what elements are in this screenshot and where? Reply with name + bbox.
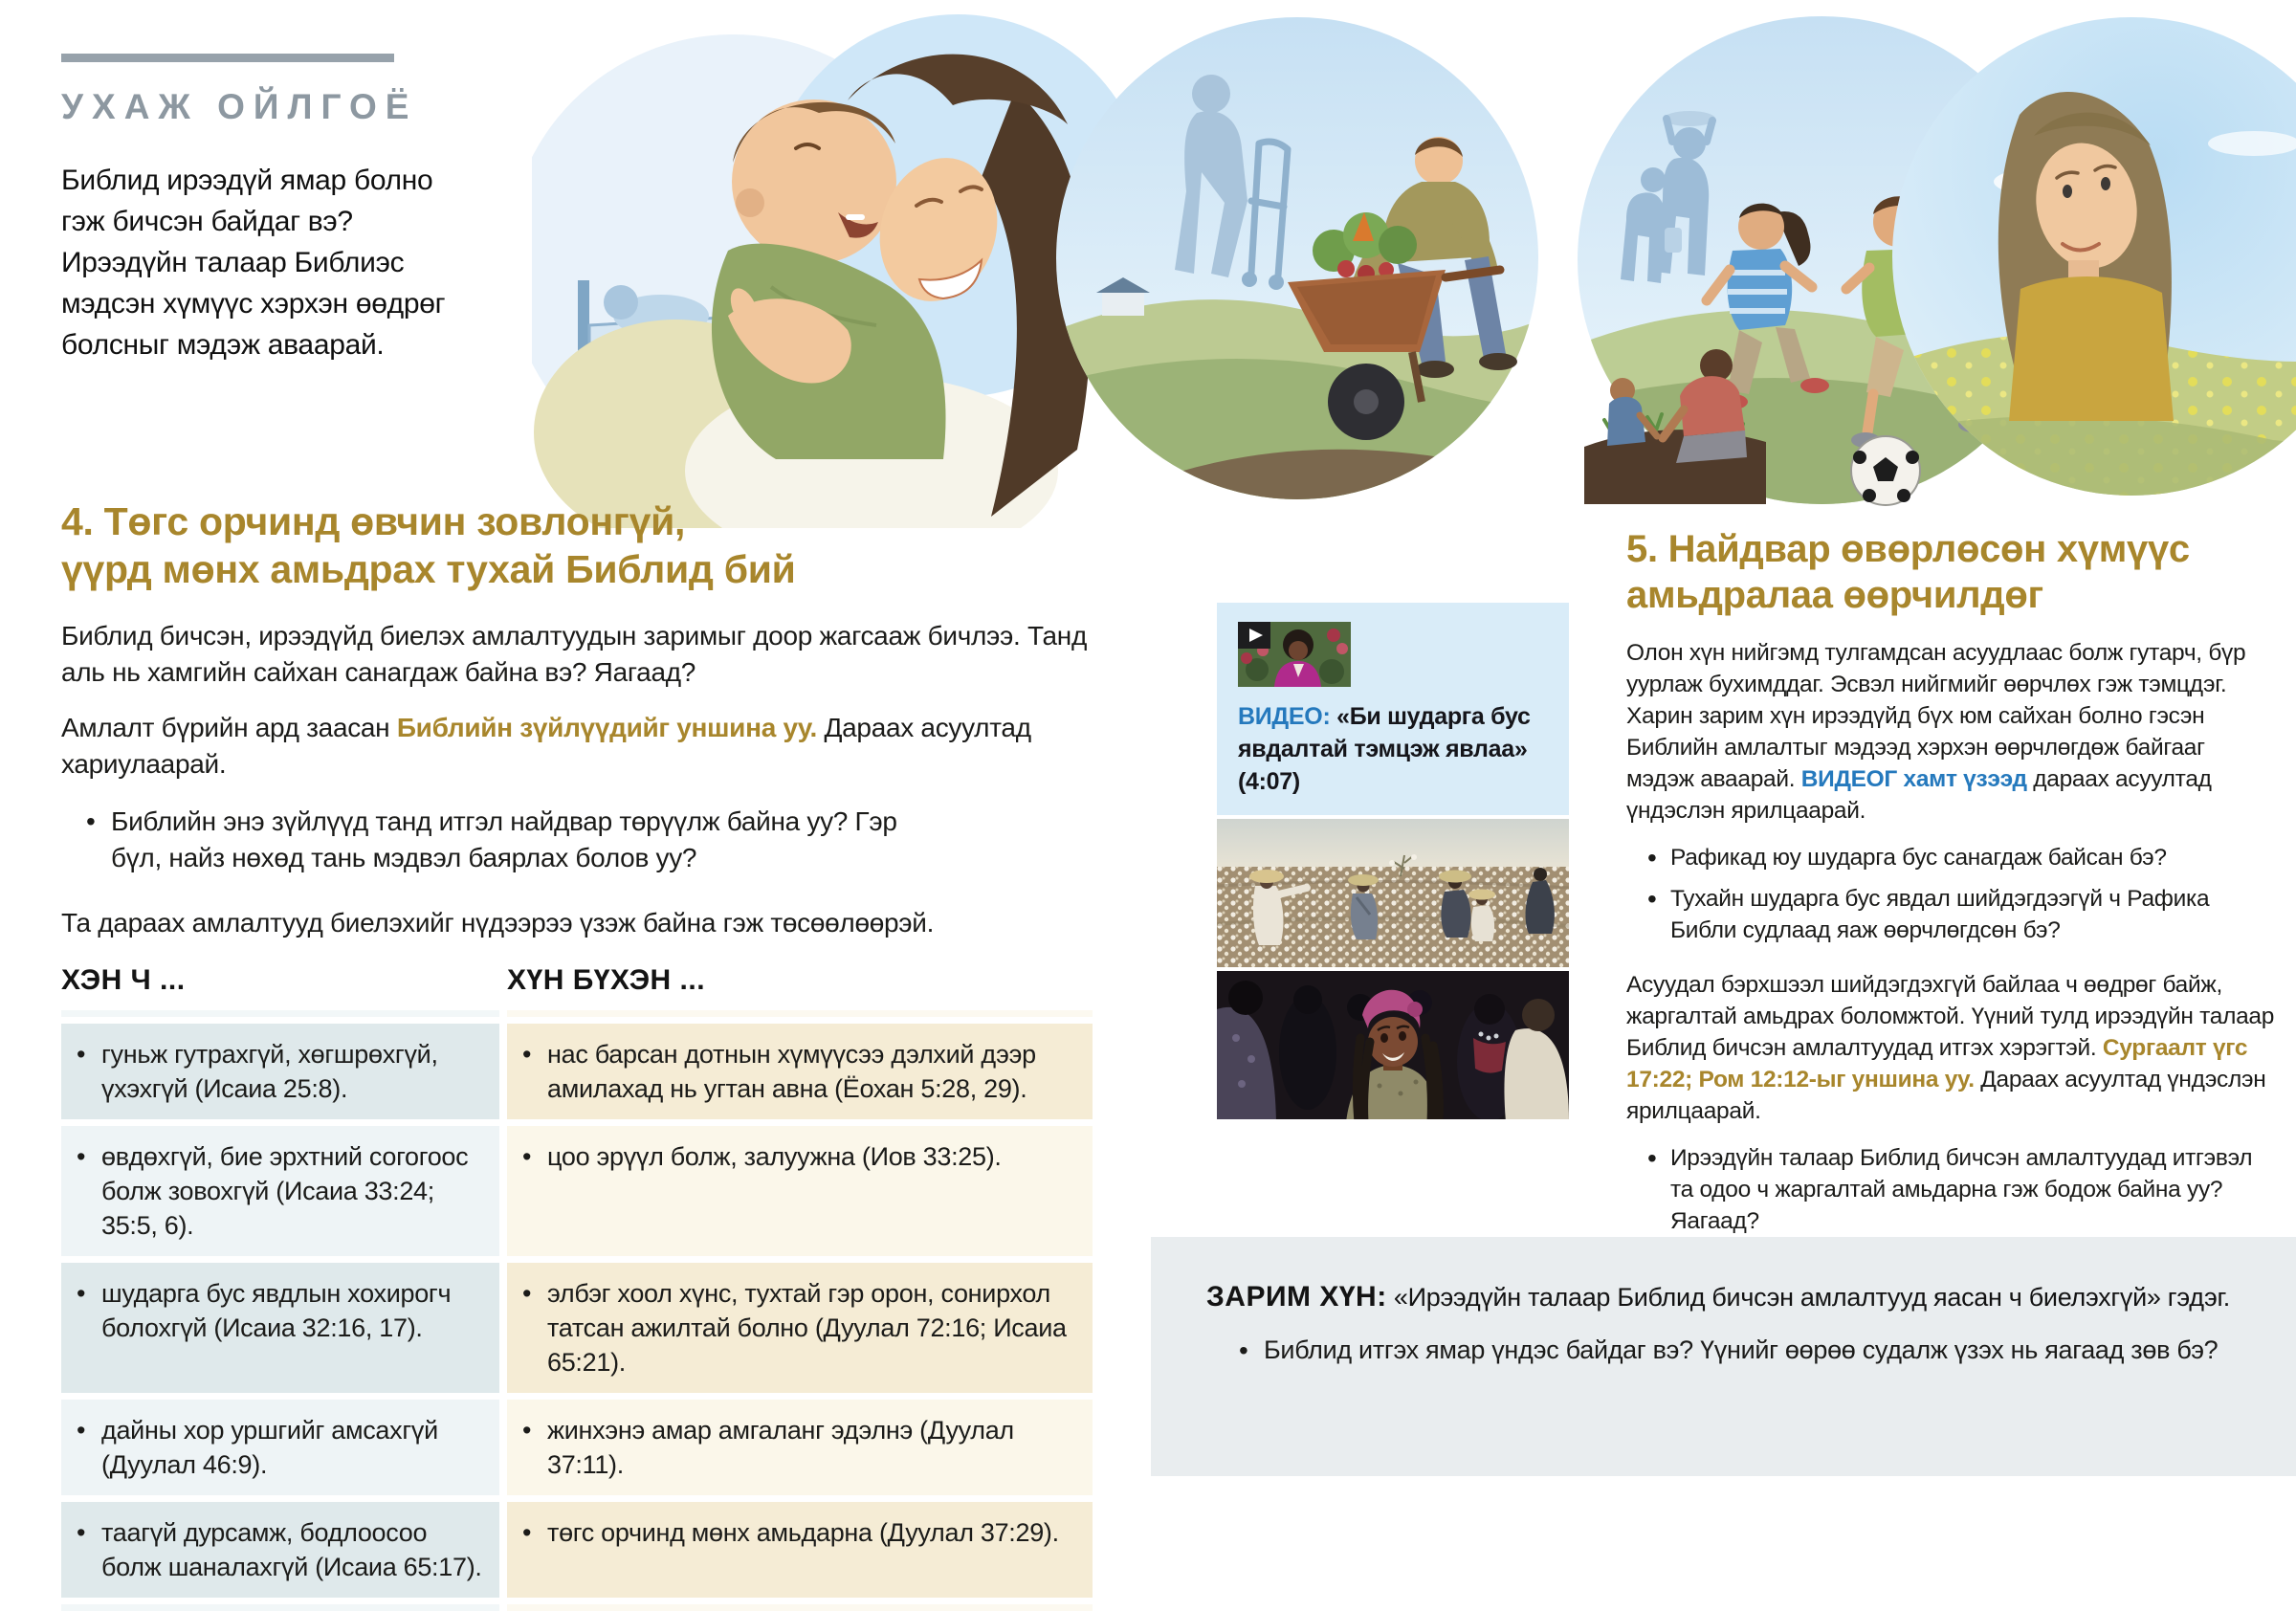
section-4-questions	[61, 804, 1093, 876]
table-cell: • жинхэнэ амар амгаланг эдэлнэ (Дуулал 37:11).	[522, 1413, 1075, 1482]
question-item: • Тухайн шударга бус явдал шийдэгдээгүй ч Рафика Библи судлаад яаж өөрчлөгдсөн бэ?	[1647, 883, 2277, 946]
watch-video-link[interactable]: ВИДЕОГ хамт үзээд	[1800, 766, 2027, 792]
section-4-paragraph-3: Та дараах амлалтууд биелэхийг нүдээрээ үзэж байна гэж төсөөлөөрэй.	[61, 908, 935, 938]
section-5-paragraph-2	[1626, 969, 2277, 1127]
section-4-heading-line1: 4. Төгс орчинд өвчин зовлонгүй,	[61, 499, 686, 543]
table-cell: • шударга бус явдлын хохирогч болохгүй (Исаиа 32:16, 17).	[77, 1276, 482, 1345]
objection-box	[1151, 1237, 2296, 1476]
objection-statement	[1206, 1279, 2239, 1315]
section-5	[1626, 526, 2277, 1237]
scripture-link[interactable]: Сургаалт үгс 17:22; Ром 12:12-ыг уншина уу.	[1626, 1035, 2248, 1092]
section-5-paragraph-1	[1626, 637, 2277, 827]
table-row	[507, 1502, 1093, 1598]
objection-quote: «Ирээдүйн талаар Библид бичсэн амлалтууд яасан ч биелэхгүй» гэдэг.	[1386, 1283, 2230, 1312]
promises-table	[61, 964, 1093, 1611]
table-row	[61, 1126, 499, 1256]
section-5-paragraph-2-suffix: Дараах асуултад үндэслэн ярилцаарай.	[1626, 1067, 2266, 1124]
cotton-field-photo	[1217, 819, 1569, 967]
soccer-ball-illustration	[1851, 436, 1920, 505]
kicker-rule	[61, 54, 394, 62]
scripture-link[interactable]: Библийн зүйлүүдийг уншина уу.	[396, 713, 818, 742]
table-cell: • төгс орчинд мөнх амьдарна (Дуулал 37:29).	[522, 1515, 1075, 1550]
table-cell: • өвдөхгүй, бие эрхтний согогоос болж зовохгүй (Исаиа 33:24; 35:5, 6).	[77, 1139, 482, 1243]
table-row	[61, 1024, 499, 1119]
video-caption[interactable]	[1238, 700, 1548, 798]
media-column	[1217, 603, 1569, 1119]
video-box	[1217, 603, 1569, 815]
section-5-heading: 5. Найдвар өвөрлөсөн хүмүүс амьдралаа өөрчилдөг	[1626, 528, 2190, 616]
section-4-paragraph-2-prefix: Амлалт бүрийн ард заасан	[61, 713, 397, 742]
promises-table-rows	[61, 1024, 1093, 1598]
section-4-heading-line2: үүрд мөнх амьдрах тухай Библид бий	[61, 547, 796, 591]
video-label: ВИДЕО:	[1238, 703, 1331, 730]
question-item: • Библийн энэ зүйлүүд танд итгэл найдвар төрүүлж байна уу? Гэр бүл, найз нөхөд тань мэдвэл баярлах болов уу?	[86, 804, 934, 876]
table-cell: • таагүй дурсамж, бодлоосоо болж шаналахгүй (Исаиа 65:17).	[77, 1515, 482, 1584]
section-5-paragraph-1-suffix: дараах асуултад үндэслэн ярилцаарай.	[1626, 766, 2212, 824]
objection-questions	[1206, 1333, 2239, 1368]
garden-scene-illustration	[1056, 17, 1548, 499]
section-4-paragraph-2	[61, 710, 1093, 783]
section-5-paragraph-1-prefix: Олон хүн нийгэмд тулгамдсан асуудлаас болж гутарч, бүр уурлаж бухимддаг. Эсвэл нийгмийг өөрчлөх гэж тэмцдэг. Харин зарим хүн ирээдүйд бүх юм сайхан болно гэсэн Библийн амлалтыг мэдээд хэрхэн өөрчлөгдөж байгааг мэдэж аваарай.	[1626, 640, 2246, 792]
section-4-paragraph-1: Библид бичсэн, ирээдүйд биелэх амлалтуудын заримыг доор жагсааж бичлээ. Танд аль нь хамгийн сайхан санагдаж байна вэ? Яагаад?	[61, 621, 1087, 687]
kicker-block	[61, 54, 488, 394]
table-row	[61, 1263, 499, 1393]
table-row	[61, 1502, 499, 1598]
column-header-left: ХЭН Ч ...	[61, 964, 186, 996]
hero-illustration	[532, 0, 2296, 528]
section-4-paragraph-2-suffix: Дараах асуултад хариулаарай.	[61, 713, 1031, 779]
promises-table-header	[61, 964, 1093, 997]
play-icon[interactable]	[1238, 622, 1270, 649]
table-row	[507, 1024, 1093, 1119]
section-4	[61, 497, 1093, 1611]
table-cell: • цоо эрүүл болж, залуужна (Иов 33:25).	[522, 1139, 1075, 1174]
video-title: «Би шударга бус явдалтай тэмцэж явлаа» (4:07)	[1238, 703, 1531, 795]
question-item: • Библид итгэх ямар үндэс байдаг вэ? Үүнийг өөрөө судалж үзэх нь яагаад зөв бэ?	[1239, 1333, 2239, 1368]
page-kicker-title: УХАЖ ОЙЛГОЁ	[61, 87, 418, 126]
section-5-paragraph-2-prefix: Асуудал бэрхшээл шийдэгдэхгүй байлаа ч өөдрөг байж, жаргалтай амьдрах боломжтой. Үүний тулд ирээдүйн талаар Библид бичсэн амлалтуудад итгэх хэрэгтэй.	[1626, 972, 2275, 1061]
table-row	[507, 1400, 1093, 1495]
table-row	[507, 1263, 1093, 1393]
table-bottom-rule	[61, 1604, 1093, 1611]
table-row	[507, 1126, 1093, 1256]
table-top-rule	[61, 1010, 1093, 1017]
table-cell: • дайны хор уршгийг амсахгүй (Дуулал 46:9).	[77, 1413, 482, 1482]
table-cell: • гуньж гутрахгүй, хөгшрөхгүй, үхэхгүй (Исаиа 25:8).	[77, 1037, 482, 1106]
section-4-heading	[61, 497, 1093, 593]
question-item: • Рафикад юу шударга бус санагдаж байсан бэ?	[1647, 842, 2277, 873]
intro-text: Библид ирээдүй ямар болно гэж бичсэн байдаг вэ? Ирээдүйн талаар Библиэс мэдсэн хүмүүс хэрхэн өөдрөг болсныг мэдэж аваарай.	[61, 165, 446, 361]
video-thumbnail[interactable]	[1238, 622, 1351, 687]
table-cell: • нас барсан дотнын хүмүүсээ дэлхий дээр амилахад нь угтан авна (Ёохан 5:28, 29).	[522, 1037, 1075, 1106]
question-item: • Ирээдүйн талаар Библид бичсэн амлалтуудад итгэвэл та одоо ч жаргалтай амьдарна гэж бодож байна уу? Яагаад?	[1647, 1142, 2277, 1237]
table-cell: • элбэг хоол хүнс, тухтай гэр орон, сонирхол татсан ажилтай болно (Дуулал 72:16; Исаиа 65:21).	[522, 1276, 1075, 1379]
column-header-right: ХҮН БҮХЭН ...	[507, 964, 706, 996]
section-5-questions	[1626, 842, 2277, 946]
table-row	[61, 1400, 499, 1495]
section-5-questions-2	[1626, 1142, 2277, 1237]
objection-label: ЗАРИМ ХҮН:	[1206, 1281, 1387, 1313]
smiling-woman-crowd-photo	[1217, 971, 1569, 1119]
